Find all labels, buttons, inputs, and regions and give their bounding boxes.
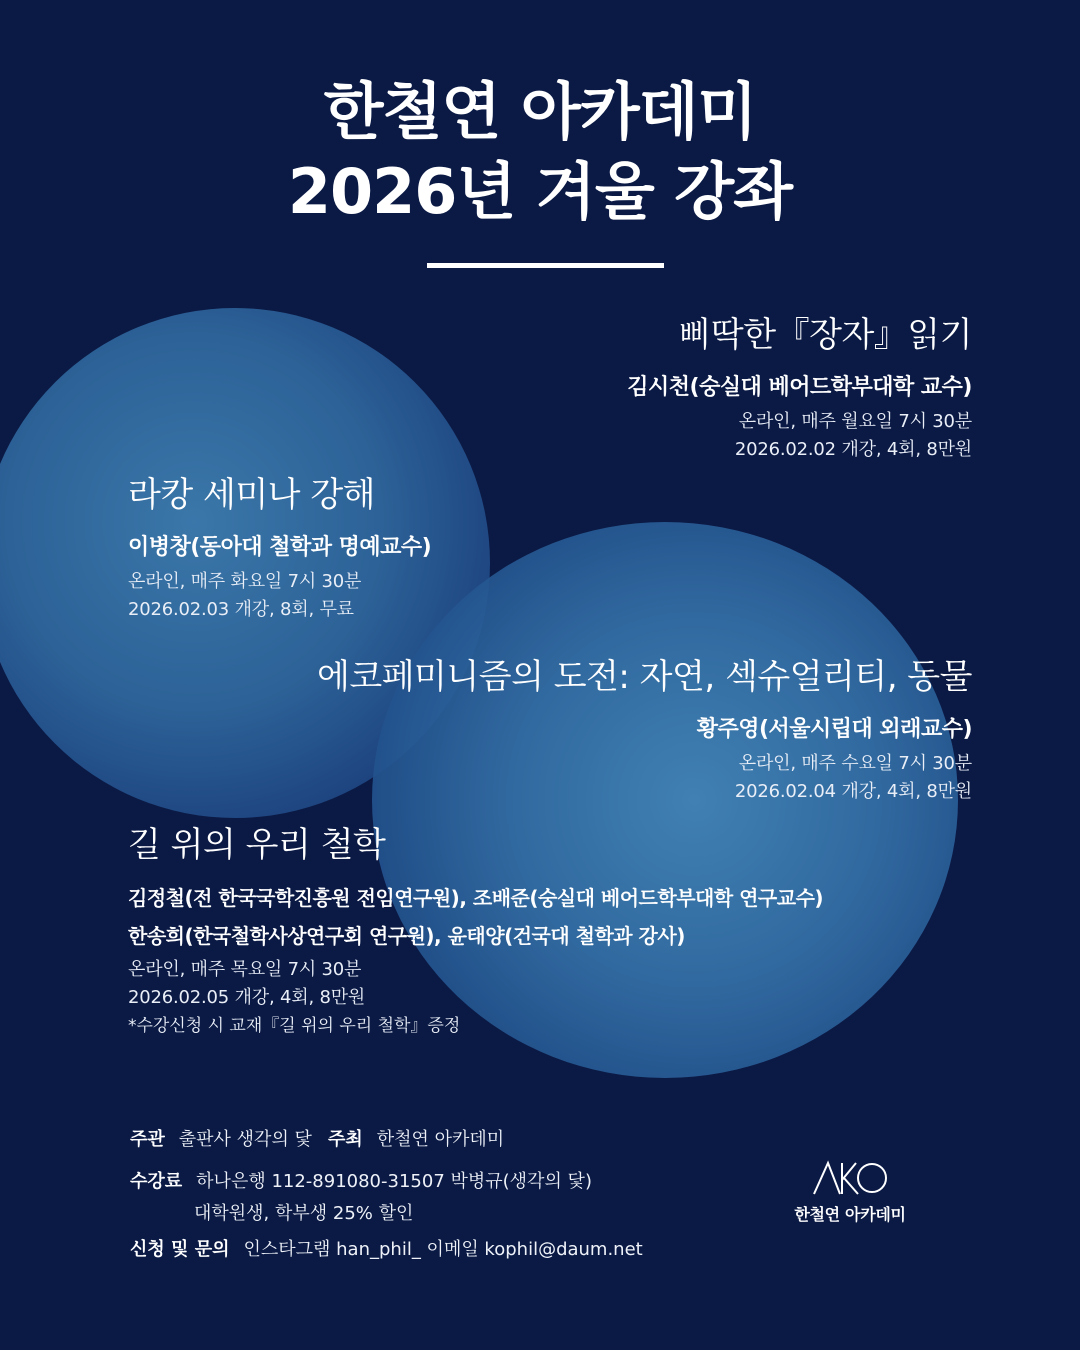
lecture-lecturers-line-1: 김정철(전 한국국학진흥원 전임연구원), 조배준(숭실대 베어드학부대학 연구교수) — [128, 886, 824, 910]
lecture-lacan — [128, 472, 431, 624]
host-label: 주최 — [327, 1129, 363, 1150]
academy-logo — [780, 1160, 920, 1225]
apply-label: 신청 및 문의 — [130, 1239, 230, 1260]
lecture-details: 2026.02.04 개강, 4회, 8만원 — [734, 781, 972, 802]
footer-organizers — [130, 1126, 504, 1154]
footer-apply — [130, 1236, 643, 1264]
lecture-title: 삐딱한『장자』읽기 — [678, 315, 972, 355]
lecture-details: 2026.02.03 개강, 8회, 무료 — [128, 599, 354, 620]
lecture-zhuangzi — [627, 312, 972, 464]
lecture-lecturers-line-2: 한송희(한국철학사상연구회 연구원), 윤태양(건국대 철학과 강사) — [128, 924, 685, 948]
title-divider — [427, 263, 664, 268]
lecture-schedule: 온라인, 매주 목요일 7시 30분 — [128, 959, 362, 980]
poster-title — [0, 72, 1080, 232]
logo-name: 한철연 아카데미 — [794, 1205, 906, 1224]
organizer-label: 주관 — [130, 1129, 165, 1150]
lecture-lecturer: 김시천(숭실대 베어드학부대학 교수) — [627, 375, 972, 400]
discount-text: 대학원생, 학부생 25% 할인 — [194, 1203, 414, 1224]
lecture-lecturer: 이병창(동아대 철학과 명예교수) — [128, 535, 432, 560]
lecture-note: *수강신청 시 교재『길 위의 우리 철학』증정 — [128, 1016, 461, 1036]
organizer-value: 출판사 생각의 닻 — [178, 1129, 312, 1150]
footer-discount — [194, 1200, 413, 1228]
lecture-details: 2026.02.05 개강, 4회, 8만원 — [128, 987, 366, 1008]
lecture-title: 길 위의 우리 철학 — [128, 825, 386, 865]
apply-value: 인스타그램 han_phil_ 이메일 kophil@daum.net — [243, 1239, 643, 1260]
lecture-details: 2026.02.02 개강, 4회, 8만원 — [734, 439, 972, 460]
title-line-2: 2026년 겨울 강좌 — [287, 155, 793, 228]
fee-label: 수강료 — [130, 1171, 183, 1192]
ako-logo-mark-icon — [810, 1160, 890, 1196]
footer-fee — [130, 1168, 592, 1196]
fee-value: 하나은행 112-891080-31507 박병규(생각의 닻) — [196, 1171, 592, 1192]
host-value: 한철연 아카데미 — [376, 1129, 505, 1150]
lecture-title: 에코페미니즘의 도전: 자연, 섹슈얼리티, 동물 — [317, 657, 972, 697]
lecture-schedule: 온라인, 매주 화요일 7시 30분 — [128, 571, 362, 592]
title-line-1: 한철연 아카데미 — [323, 75, 757, 148]
lecture-korean-philosophy — [128, 822, 823, 1040]
lecture-ecofeminism — [317, 654, 972, 806]
lecture-schedule: 온라인, 매주 월요일 7시 30분 — [738, 411, 972, 432]
lecture-schedule: 온라인, 매주 수요일 7시 30분 — [738, 753, 972, 774]
lecture-title: 라캉 세미나 강해 — [128, 475, 376, 515]
lecture-lecturer: 황주영(서울시립대 외래교수) — [696, 717, 972, 742]
